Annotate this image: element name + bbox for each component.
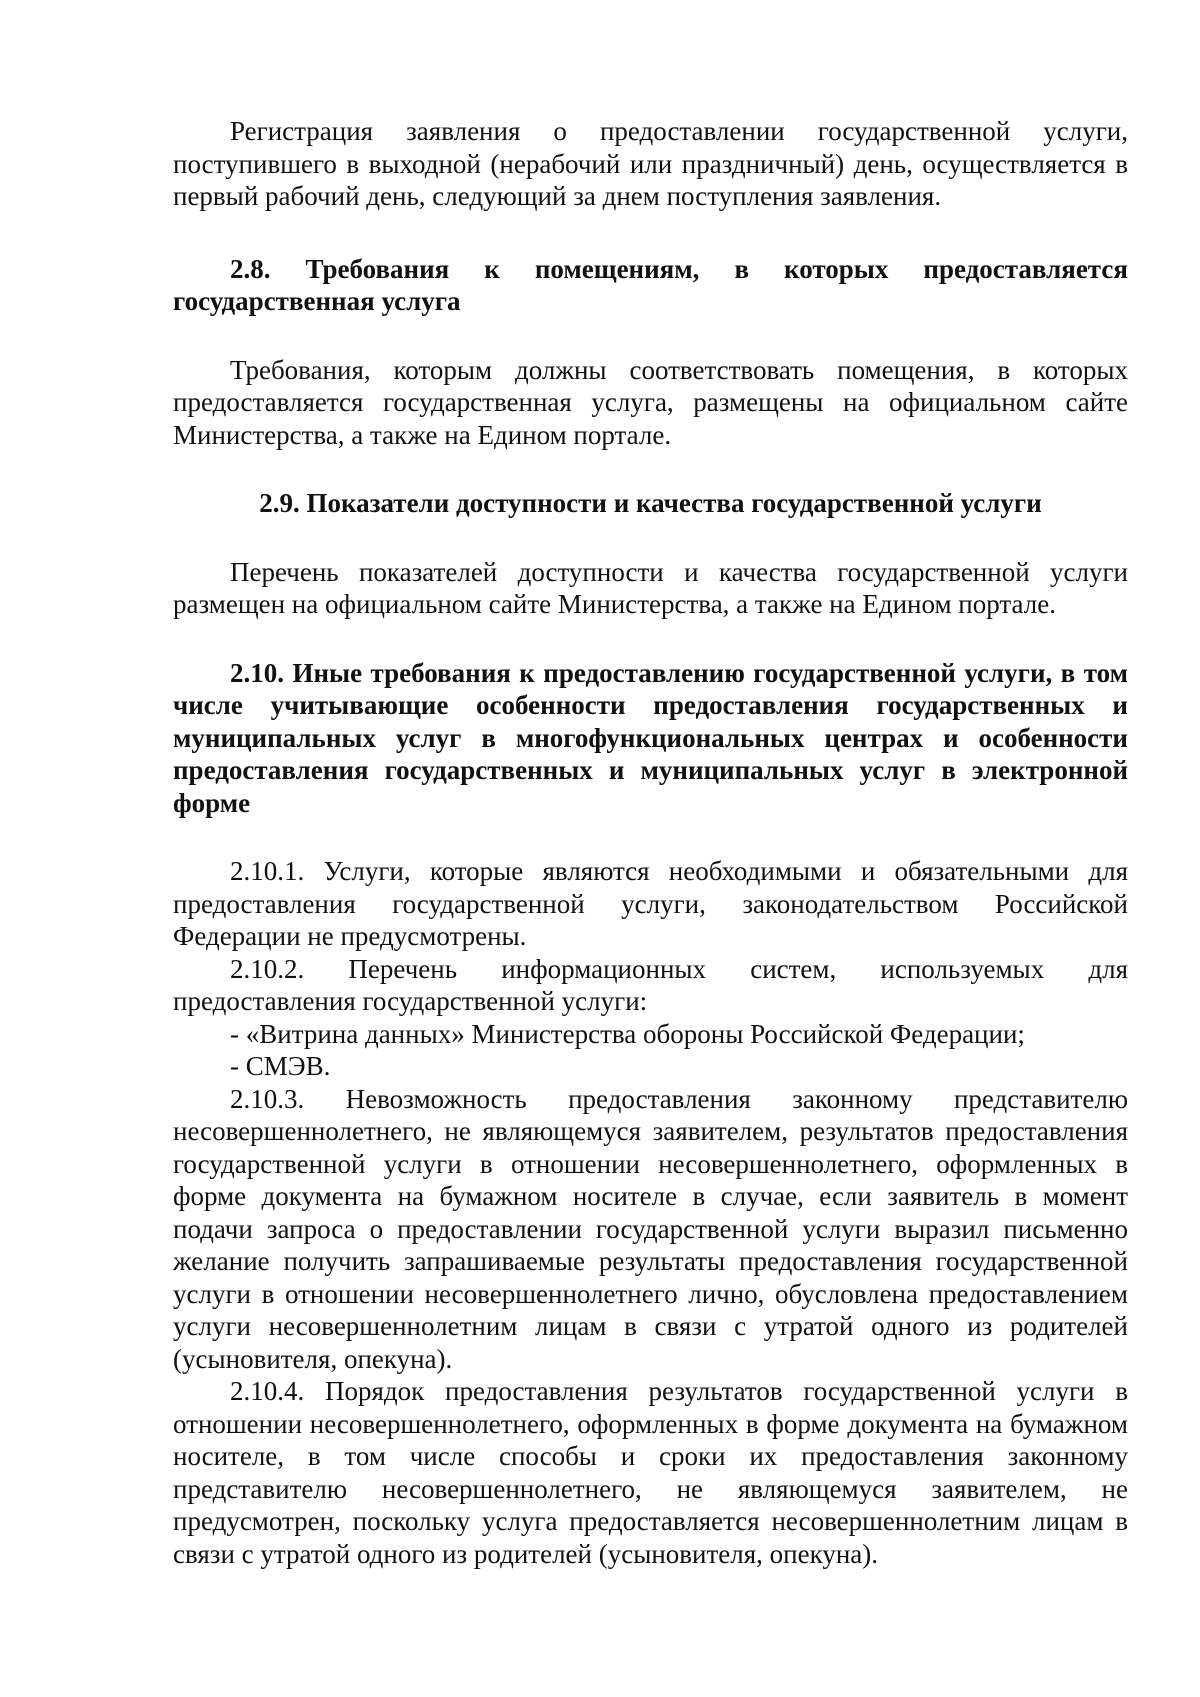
paragraph-2-10-4: 2.10.4. Порядок предоставления результатов государственной услуги в отношении несовершеннолетнего, оформленных в форме документа на бумажном носителе, в том числе способы и сроки их предоставления законному представителю несовершеннолетнего, не являющемуся заявителем, не предусмотрен, поскольку услуга предоставляется несовершеннолетним лицам в связи с утратой одного из родителей (усыновителя, опекуна). (173, 1376, 1128, 1569)
section-heading-2-8: 2.8. Требования к помещениям, в которых предоставляется государственная услуга (173, 253, 1128, 316)
paragraph-2-10-2: 2.10.2. Перечень информационных систем, используемых для предоставления государственной услуги: (173, 953, 1128, 1016)
paragraph-2-10-1: 2.10.1. Услуги, которые являются необходимыми и обязательными для предоставления государственной услуги, законодательством Российской Федерации не предусмотрены. (173, 856, 1128, 951)
section-heading-2-9: 2.9. Показатели доступности и качества государственной услуги (259, 488, 1042, 518)
paragraph-2-10-3: 2.10.3. Невозможность предоставления законному представителю несовершеннолетнего, не являющемуся заявителем, результатов предоставления государственной услуги в отношении несовершеннолетнего, оформленных в форме документа на бумажном носителе в случае, если заявитель в момент подачи запроса о предоставлении государственной услуги выразил письменно желание получить запрашиваемые результаты предоставления государственной услуги в отношении несовершеннолетнего лично, обусловлена предоставлением услуги несовершеннолетним лицам в связи с утратой одного из родителей (усыновителя, опекуна). (173, 1083, 1128, 1374)
section-heading-2-10: 2.10. Иные требования к предоставлению государственной услуги, в том числе учитывающие особенности предоставления государственных и муниципальных услуг в многофункциональных центрах и особенности предоставления государственных и муниципальных услуг в электронной форме (173, 657, 1128, 818)
document-page (173, 115, 1128, 1570)
list-item-information-system: - СМЭВ. (230, 1051, 331, 1081)
paragraph-2-9: Перечень показателей доступности и качества государственной услуги размещен на официальном сайте Министерства, а также на Едином портале. (173, 556, 1128, 619)
paragraph-registration: Регистрация заявления о предоставлении государственной услуги, поступившего в выходной (нерабочий или праздничный) день, осуществляется в первый рабочий день, следующий за днем поступления заявления. (173, 116, 1128, 211)
paragraph-2-8: Требования, которым должны соответствовать помещения, в которых предоставляется государственная услуга, размещены на официальном сайте Министерства, а также на Едином портале. (173, 354, 1128, 450)
list-item-information-system: - «Витрина данных» Министерства обороны Российской Федерации; (230, 1018, 1025, 1049)
